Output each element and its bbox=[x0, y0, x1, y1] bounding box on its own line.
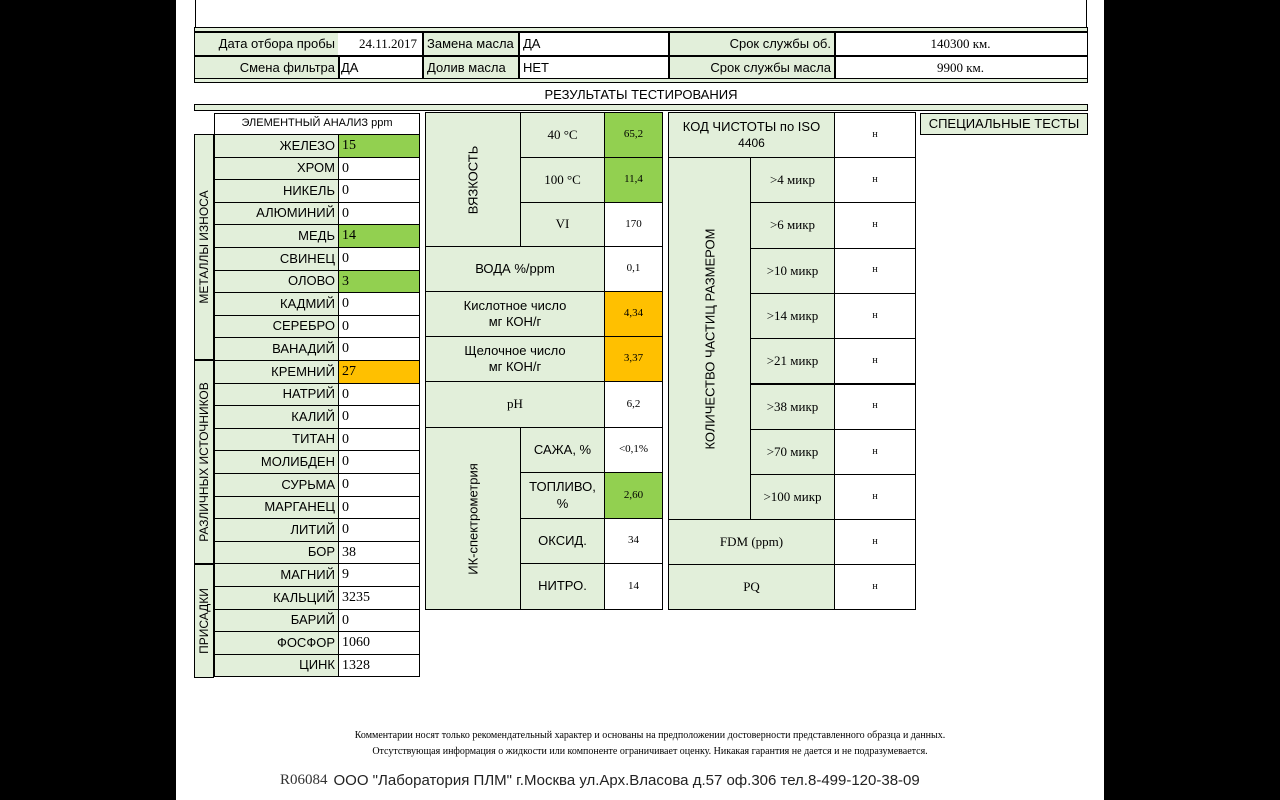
nitration-label: НИТРО. bbox=[520, 563, 605, 610]
particle-size-label: >10 микр bbox=[750, 248, 835, 294]
nitration-value: 14 bbox=[604, 563, 663, 610]
particle-count-value: н bbox=[834, 248, 916, 294]
element-value: 0 bbox=[338, 337, 420, 361]
visc-40-label: 40 °С bbox=[520, 112, 605, 158]
top-box bbox=[195, 0, 1087, 28]
element-name: ФОСФОР bbox=[214, 631, 339, 655]
element-name: СВИНЕЦ bbox=[214, 247, 339, 271]
element-value: 0 bbox=[338, 292, 420, 316]
element-name: КАДМИЙ bbox=[214, 292, 339, 316]
visc-40-value: 65,2 bbox=[604, 112, 663, 158]
fdm-label: FDM (ppm) bbox=[668, 519, 835, 565]
base-number-label: Щелочное число мг КОН/г bbox=[425, 336, 605, 382]
oxidation-label: ОКСИД. bbox=[520, 518, 605, 564]
company-info: ООО "Лаборатория ПЛМ" г.Москва ул.Арх.Власова д.57 оф.306 тел.8-499-120-38-09 bbox=[333, 771, 920, 789]
element-value: 0 bbox=[338, 383, 420, 407]
special-tests-header: СПЕЦИАЛЬНЫЕ ТЕСТЫ bbox=[920, 113, 1088, 135]
element-name: ХРОМ bbox=[214, 157, 339, 181]
report-sheet bbox=[176, 0, 1104, 800]
particle-size-label: >14 микр bbox=[750, 293, 835, 339]
visc-100-value: 11,4 bbox=[604, 157, 663, 203]
particle-count-value: н bbox=[834, 384, 916, 430]
group-wear-metals: МЕТАЛЛЫ ИЗНОСА bbox=[194, 134, 214, 360]
pq-label: PQ bbox=[668, 564, 835, 610]
footer-comment-2: Отсутствующая информация о жидкости или компоненте ограничивает оценку. Никакая гарантия не дается и не подразумевается. bbox=[372, 745, 928, 757]
pq-value: н bbox=[834, 564, 916, 610]
element-name: МАРГАНЕЦ bbox=[214, 496, 339, 520]
element-value: 0 bbox=[338, 202, 420, 226]
oil-life-value: 9900 км. bbox=[834, 57, 1087, 79]
topup-value: НЕТ bbox=[520, 57, 668, 79]
sample-date-value: 24.11.2017 bbox=[338, 33, 420, 55]
element-value: 0 bbox=[338, 157, 420, 181]
element-value: 3 bbox=[338, 270, 420, 294]
element-value: 0 bbox=[338, 496, 420, 520]
particle-count-value: н bbox=[834, 202, 916, 248]
particle-size-label: >70 микр bbox=[750, 429, 835, 475]
fuel-value: 2,60 bbox=[604, 472, 663, 519]
element-name: КАЛЬЦИЙ bbox=[214, 586, 339, 610]
sample-date-label: Дата отбора пробы bbox=[195, 33, 338, 55]
acid-number-value: 4,34 bbox=[604, 291, 663, 337]
element-value: 0 bbox=[338, 473, 420, 497]
elemental-header: ЭЛЕМЕНТНЫЙ АНАЛИЗ ppm bbox=[214, 113, 420, 134]
topup-label: Долив масла bbox=[424, 57, 518, 79]
element-value: 1328 bbox=[338, 654, 420, 678]
element-name: НИКЕЛЬ bbox=[214, 179, 339, 203]
water-label: ВОДА %/ppm bbox=[425, 246, 605, 292]
oxidation-value: 34 bbox=[604, 518, 663, 564]
element-name: ЦИНК bbox=[214, 654, 339, 678]
fuel-label: ТОПЛИВО, % bbox=[520, 472, 605, 519]
vi-label: VI bbox=[520, 202, 605, 247]
top-divider-bar bbox=[194, 27, 1088, 32]
particle-size-label: >38 микр bbox=[750, 384, 835, 430]
cleanliness-code-label: КОД ЧИСТОТЫ по ISO 4406 bbox=[668, 112, 835, 158]
ph-label: pH bbox=[425, 381, 605, 428]
particle-count-value: н bbox=[834, 157, 916, 203]
element-value: 27 bbox=[338, 360, 420, 384]
element-name: БАРИЙ bbox=[214, 609, 339, 633]
ir-spectrometry-label: ИК-спектрометрия bbox=[425, 427, 521, 610]
element-value: 0 bbox=[338, 450, 420, 474]
element-name: ВАНАДИЙ bbox=[214, 337, 339, 361]
footer-company-line bbox=[280, 770, 920, 790]
particle-size-label: >4 микр bbox=[750, 157, 835, 203]
element-name: МЕДЬ bbox=[214, 224, 339, 248]
element-name: АЛЮМИНИЙ bbox=[214, 202, 339, 226]
element-value: 38 bbox=[338, 541, 420, 565]
filter-change-value: ДА bbox=[338, 57, 420, 79]
particle-count-value: н bbox=[834, 338, 916, 384]
element-value: 0 bbox=[338, 428, 420, 452]
filter-change-label: Смена фильтра bbox=[195, 57, 338, 79]
element-name: КАЛИЙ bbox=[214, 405, 339, 429]
element-name: ЛИТИЙ bbox=[214, 518, 339, 542]
oil-change-value: ДА bbox=[520, 33, 668, 55]
water-value: 0,1 bbox=[604, 246, 663, 292]
element-name: НАТРИЙ bbox=[214, 383, 339, 407]
element-value: 15 bbox=[338, 134, 420, 158]
results-top-bar bbox=[194, 78, 1088, 83]
footer-comment-1: Комментарии носят только рекомендательный характер и основаны на предположении достоверности представленного образца и данных. bbox=[354, 729, 946, 741]
soot-value: <0,1% bbox=[604, 427, 663, 473]
element-value: 9 bbox=[338, 563, 420, 587]
element-value: 3235 bbox=[338, 586, 420, 610]
results-bottom-bar bbox=[194, 104, 1088, 111]
oil-change-label: Замена масла bbox=[424, 33, 518, 55]
results-title: РЕЗУЛЬТАТЫ ТЕСТИРОВАНИЯ bbox=[544, 86, 738, 102]
particle-count-label: КОЛИЧЕСТВО ЧАСТИЦ РАЗМЕРОМ bbox=[668, 157, 751, 520]
element-name: СЕРЕБРО bbox=[214, 315, 339, 339]
oil-life-label: Срок службы масла bbox=[668, 57, 834, 79]
element-name: ТИТАН bbox=[214, 428, 339, 452]
ph-value: 6,2 bbox=[604, 381, 663, 428]
soot-label: САЖА, % bbox=[520, 427, 605, 473]
report-id: R06084 bbox=[280, 771, 328, 788]
element-name: МОЛИБДЕН bbox=[214, 450, 339, 474]
particle-count-value: н bbox=[834, 429, 916, 475]
group-additives: ПРИСАДКИ bbox=[194, 564, 214, 678]
element-name: ОЛОВО bbox=[214, 270, 339, 294]
visc-100-label: 100 °С bbox=[520, 157, 605, 203]
element-value: 0 bbox=[338, 247, 420, 271]
viscosity-label: ВЯЗКОСТЬ bbox=[425, 112, 521, 247]
element-name: БОР bbox=[214, 541, 339, 565]
element-value: 1060 bbox=[338, 631, 420, 655]
group-various-sources: РАЗЛИЧНЫХ ИСТОЧНИКОВ bbox=[194, 360, 214, 564]
fdm-value: н bbox=[834, 519, 916, 565]
element-value: 0 bbox=[338, 179, 420, 203]
equip-life-value: 140300 км. bbox=[834, 33, 1087, 55]
vi-value: 170 bbox=[604, 202, 663, 247]
element-value: 0 bbox=[338, 609, 420, 633]
element-name: КРЕМНИЙ bbox=[214, 360, 339, 384]
element-name: ЖЕЛЕЗО bbox=[214, 134, 339, 158]
equip-life-label: Срок службы об. bbox=[668, 33, 834, 55]
element-value: 14 bbox=[338, 224, 420, 248]
element-value: 0 bbox=[338, 405, 420, 429]
element-name: СУРЬМА bbox=[214, 473, 339, 497]
acid-number-label: Кислотное число мг КОН/г bbox=[425, 291, 605, 337]
particle-size-label: >6 микр bbox=[750, 202, 835, 248]
particle-size-label: >21 микр bbox=[750, 338, 835, 384]
cleanliness-code-value: н bbox=[834, 112, 916, 158]
element-name: МАГНИЙ bbox=[214, 563, 339, 587]
particle-count-value: н bbox=[834, 293, 916, 339]
element-value: 0 bbox=[338, 315, 420, 339]
particle-size-label: >100 микр bbox=[750, 474, 835, 520]
base-number-value: 3,37 bbox=[604, 336, 663, 382]
element-value: 0 bbox=[338, 518, 420, 542]
particle-count-value: н bbox=[834, 474, 916, 520]
